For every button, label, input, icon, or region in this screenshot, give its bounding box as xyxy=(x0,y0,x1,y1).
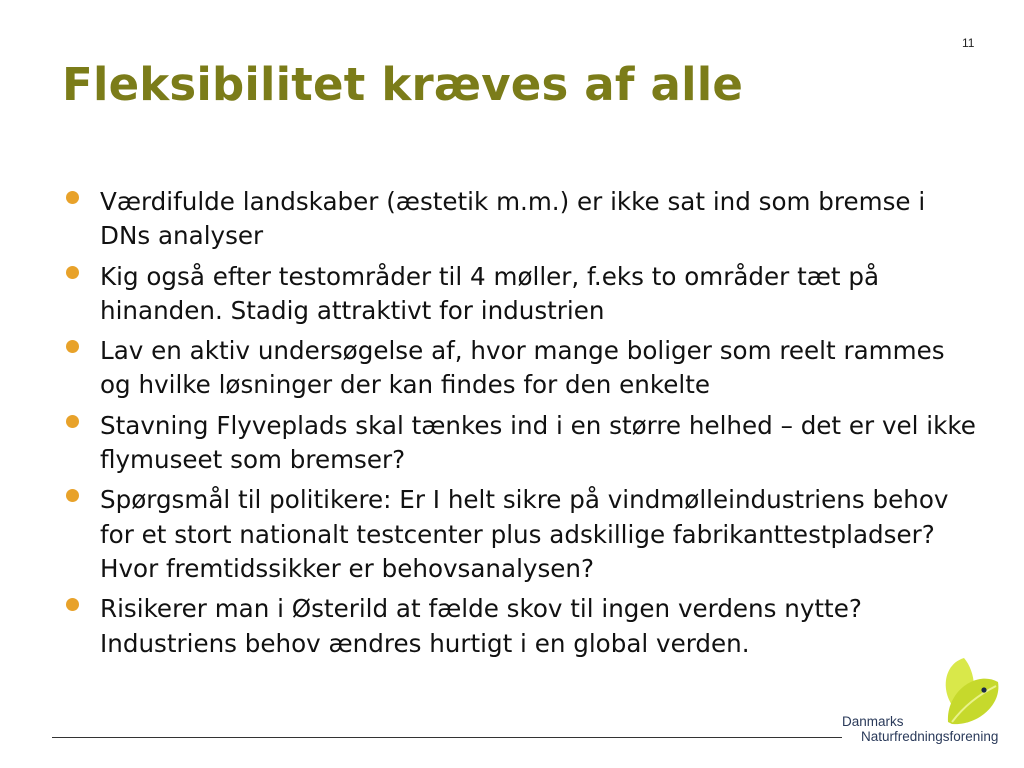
bullet-item xyxy=(66,592,976,661)
bullet-dot-icon xyxy=(66,266,79,279)
footer-divider xyxy=(52,737,842,738)
bullet-dot-icon xyxy=(66,340,79,353)
bullet-text: Værdifulde landskaber (æstetik m.m.) er ikke sat ind som bremse i DNs analyser xyxy=(100,187,926,251)
logo-text-line2: Naturfredningsforening xyxy=(861,729,999,744)
bullet-item xyxy=(66,483,976,586)
bullet-text: Stavning Flyveplads skal tænkes ind i en større helhed – det er vel ikke flymuseet som bremser? xyxy=(100,410,976,475)
bullet-item xyxy=(66,260,976,329)
bullet-item xyxy=(66,185,976,254)
slide-number: 11 xyxy=(962,36,975,50)
bullet-dot-icon xyxy=(66,489,79,502)
bullet-item xyxy=(66,409,976,478)
bullet-text: Kig også efter testområder til 4 møller, f.eks to områder tæt på hinanden. Stadig attraktivt for industrien xyxy=(100,261,880,325)
bullet-text: Risikerer man i Østerild at fælde skov til ingen verdens nytte? Industriens behov ændres hurtigt i en global verden. xyxy=(100,594,862,658)
bullet-text: Spørgsmål til politikere: Er I helt sikre på vindmølleindustriens behov for et stort nationalt testcenter plus adskillige fabrikanttestpladser? Hvor fremtidssikker er behovsanalysen? xyxy=(100,485,949,583)
bullet-item xyxy=(66,334,976,403)
slide-title: Fleksibilitet kræves af alle xyxy=(62,58,744,111)
logo-text-line1: Danmarks xyxy=(842,714,904,729)
bullet-text: Lav en aktiv undersøgelse af, hvor mange boliger som reelt rammes og hvilke løsninger der kan findes for den enkelte xyxy=(100,336,945,400)
bullet-dot-icon xyxy=(66,191,79,204)
bullet-dot-icon xyxy=(66,415,79,428)
bullet-list xyxy=(66,185,976,667)
bullet-dot-icon xyxy=(66,598,79,611)
